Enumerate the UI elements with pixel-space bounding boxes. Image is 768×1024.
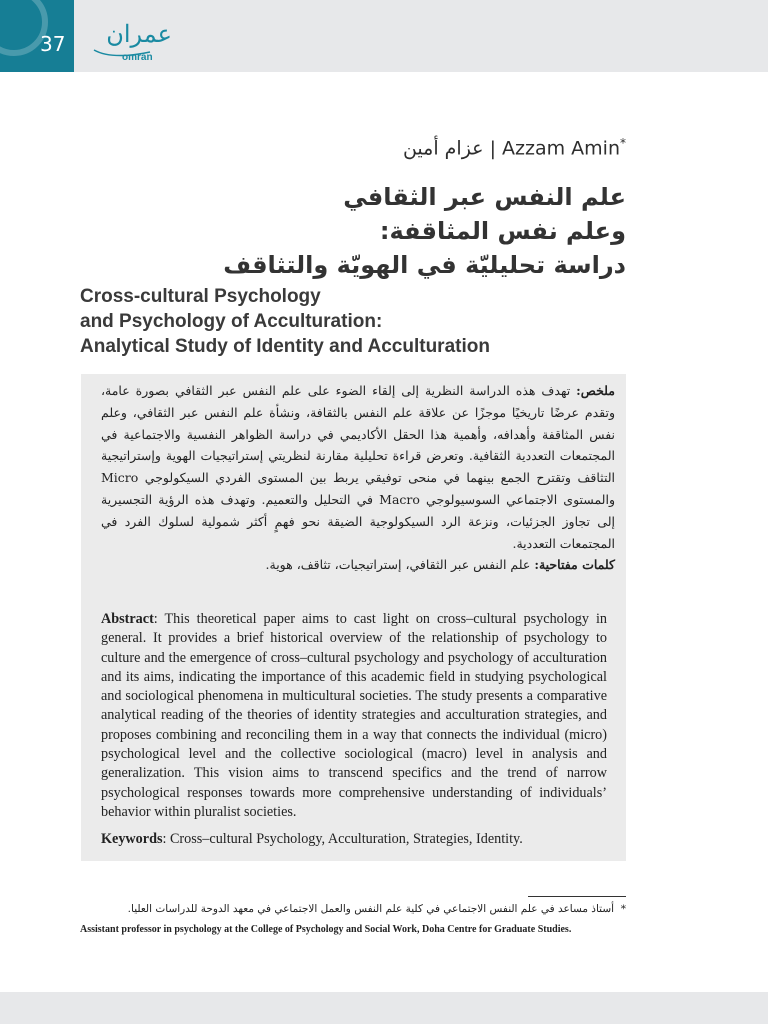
english-abstract-label: Abstract — [101, 611, 154, 627]
arabic-footnote — [66, 903, 626, 915]
arabic-title-line: علم النفس عبر الثقافي — [343, 183, 626, 211]
arabic-title — [66, 180, 626, 282]
english-abstract-text: : This theoretical paper aims to cast light on cross–cultural psychology in general. It provides a brief historical overview of the relationship of psychology to culture and the emergence of cross–cultural psychology and psychology of acculturation and its aims, indicating the importance of this academic field in studying psychological and sociological phenomena in multicultural societies. The study presents a comparative analytical reading of the theories of identity strategies and acculturation strategies, and proposes combining and reconciling them in a way that connects the individual (micro) psychological level and the collective sociological (macro) level in analysis and generalization. This vision aims to transcend specifics and the trend of narrow psychological responses towards more comprehensive understanding of individuals’ behavior within pluralist societies. — [101, 611, 607, 820]
footnote-divider — [528, 896, 626, 897]
arabic-abstract-body — [101, 380, 615, 554]
author-footnote-mark: * — [620, 136, 626, 150]
english-title-line: Analytical Study of Identity and Acculturation — [80, 336, 490, 357]
english-footnote: Assistant professor in psychology at the College of Psychology and Social Work, Doha Centre for Graduate Studies. — [80, 924, 572, 935]
author-separator: | — [489, 137, 496, 160]
english-keywords-label: Keywords — [101, 831, 163, 847]
arabic-keywords — [101, 554, 615, 576]
english-keywords-text: : Cross–cultural Psychology, Acculturation, Strategies, Identity. — [162, 831, 523, 847]
english-title-line: and Psychology of Acculturation: — [80, 311, 383, 332]
arabic-abstract — [101, 380, 615, 576]
arabic-abstract-label: ملخص: — [576, 383, 615, 398]
arabic-keywords-text: علم النفس عبر الثقافي، إستراتيجيات، تثاقف، هوية. — [265, 557, 531, 573]
page-footer — [0, 992, 768, 1024]
author-line — [403, 136, 626, 159]
page-number: 37 — [40, 32, 66, 56]
author-name-en: Azzam Amin — [502, 137, 620, 160]
arabic-title-line: دراسة تحليليّة في الهويّة والتثاقف — [223, 251, 626, 279]
english-title-line: Cross-cultural Psychology — [80, 286, 321, 307]
journal-logo — [92, 20, 172, 64]
page-number-tab — [0, 0, 74, 72]
arabic-abstract-text: تهدف هذه الدراسة النظرية إلى إلقاء الضوء على علم النفس عبر الثقافي بصورة عامة، وتقدم عرضًا تاريخيًا موجزًا عن علاقة علم النفس بالثقافة، ونشأة علم النفس عبر الثقافي، وعلم نفس المثاقفة وأهدافه، وأهمية هذا الحقل الأكاديمي في دراسة الظواهر النفسية والاجتماعية في المجتمعات التعددية الثقافية. وتعرض قراءة تحليلية مقارنة لنظريتي إستراتيجيات الهوية وإستراتيجية التثاقف وتقترح الجمع بينهما في منحى توفيقي يربط بين المستوى الفردي السيكولوجي Micro والمستوى الاجتماعي السوسيولوجي Macro في التحليل والتعميم. وتهدف هذه الرؤية التجسيرية إلى تجاوز الجزئيات، ونزعة الرد السيكولوجية الضيقة نحو فهمٍ أكثر شمولية لسلوك الفرد في المجتمعات التعددية. — [101, 383, 616, 551]
arabic-footnote-text: أستاذ مساعد في علم النفس الاجتماعي في كلية علم النفس والعمل الاجتماعي في معهد الدوحة للدراسات العليا. — [127, 903, 615, 915]
english-abstract — [101, 610, 607, 822]
arabic-title-line: وعلم نفس المثاقفة: — [379, 217, 626, 245]
logo-arabic: عمران — [106, 20, 172, 48]
author-name-ar: عزام أمين — [402, 137, 484, 160]
footnote-mark: * — [620, 903, 626, 915]
arabic-keywords-label: كلمات مفتاحية: — [534, 557, 615, 573]
logo-english: omran — [122, 52, 153, 63]
english-title — [80, 284, 640, 359]
english-keywords — [101, 831, 607, 848]
